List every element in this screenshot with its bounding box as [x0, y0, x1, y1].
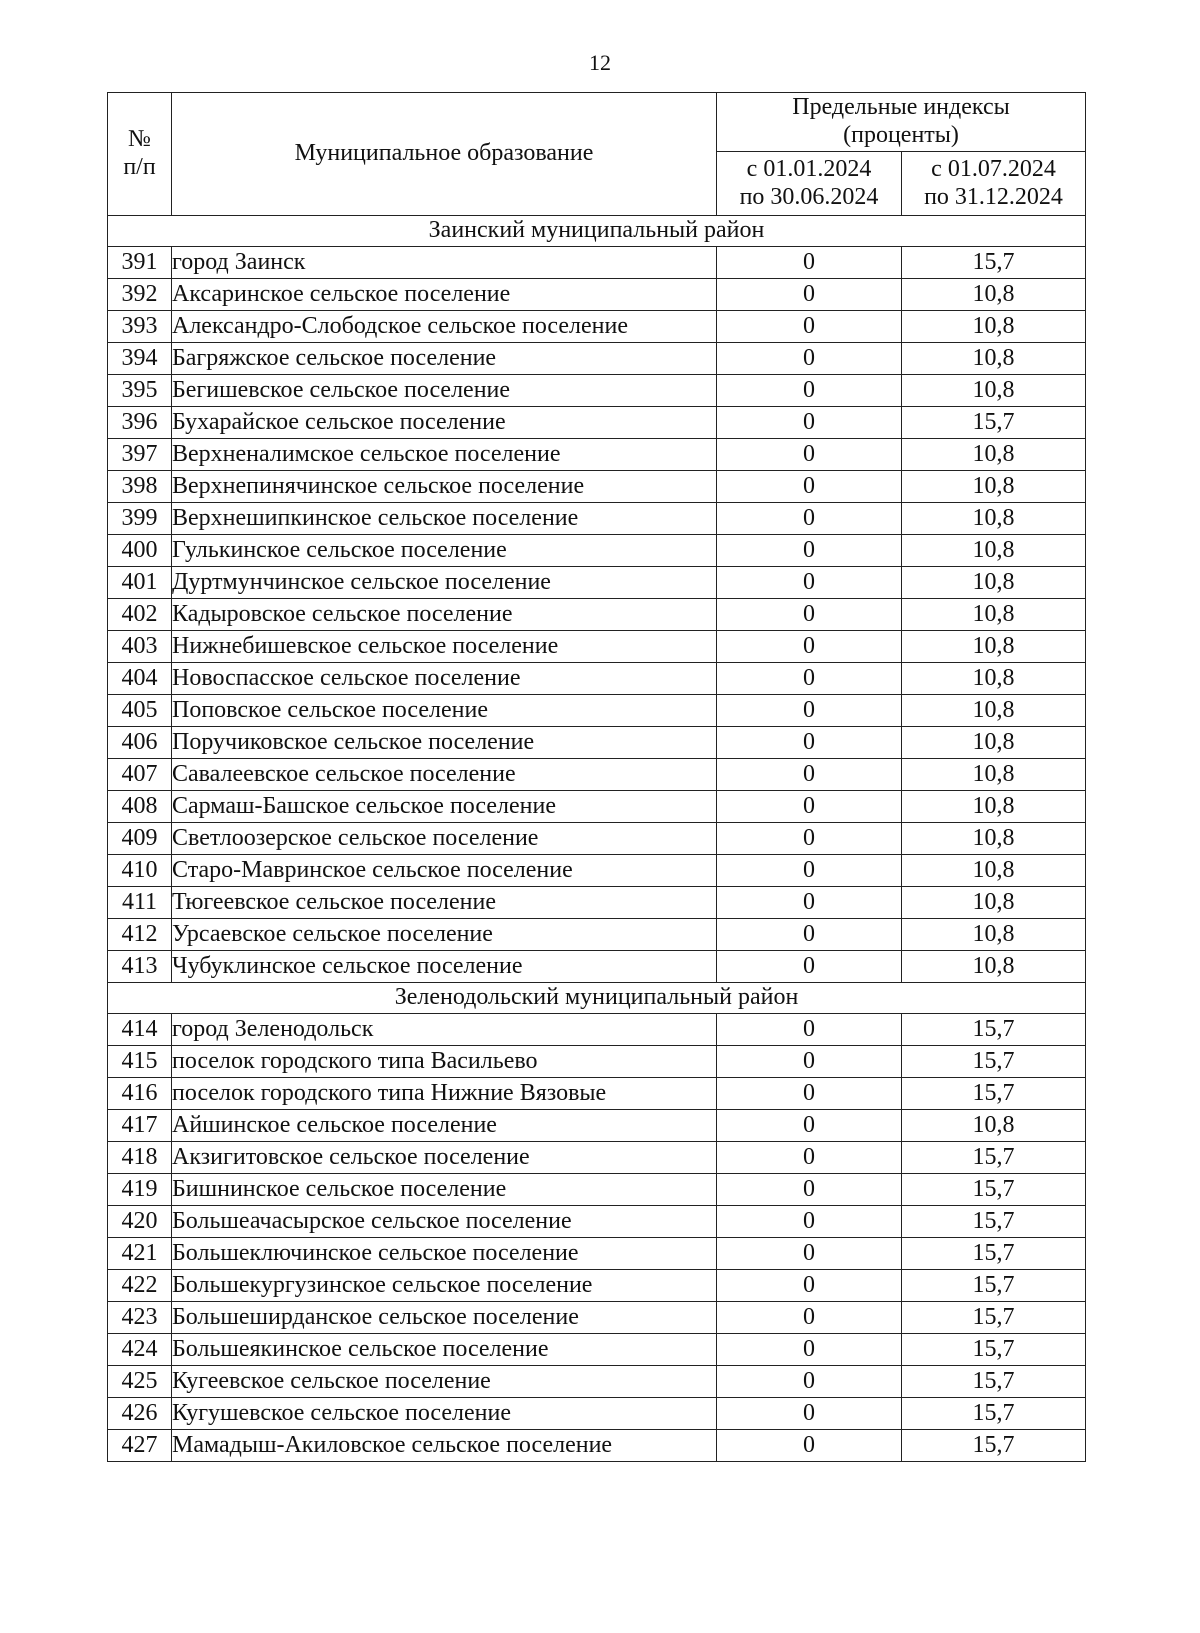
index-period-1: 0 [717, 439, 902, 471]
index-period-2: 15,7 [902, 1014, 1086, 1046]
municipality-name: Верхнешипкинское сельское поселение [172, 503, 717, 535]
index-period-2: 15,7 [902, 407, 1086, 439]
index-period-2: 15,7 [902, 1078, 1086, 1110]
table-row [108, 1206, 1086, 1238]
index-period-1: 0 [717, 919, 902, 951]
row-number: 397 [108, 439, 172, 471]
row-number: 399 [108, 503, 172, 535]
municipality-name: Бегишевское сельское поселение [172, 375, 717, 407]
index-period-2: 10,8 [902, 823, 1086, 855]
index-period-1: 0 [717, 1174, 902, 1206]
index-period-1: 0 [717, 471, 902, 503]
table-row [108, 1142, 1086, 1174]
row-number: 404 [108, 663, 172, 695]
index-period-2: 15,7 [902, 1334, 1086, 1366]
table-row [108, 599, 1086, 631]
index-period-1: 0 [717, 1046, 902, 1078]
index-period-1: 0 [717, 695, 902, 727]
table-row [108, 919, 1086, 951]
row-number: 413 [108, 951, 172, 983]
municipality-name: Бишнинское сельское поселение [172, 1174, 717, 1206]
index-period-2: 10,8 [902, 791, 1086, 823]
municipality-name: Багряжское сельское поселение [172, 343, 717, 375]
table-row [108, 567, 1086, 599]
index-period-1: 0 [717, 1270, 902, 1302]
row-number: 425 [108, 1366, 172, 1398]
row-number: 396 [108, 407, 172, 439]
row-number: 398 [108, 471, 172, 503]
index-period-2: 10,8 [902, 343, 1086, 375]
index-period-1: 0 [717, 535, 902, 567]
header-period-1 [717, 152, 902, 216]
index-period-2: 10,8 [902, 439, 1086, 471]
index-period-1: 0 [717, 887, 902, 919]
index-period-2: 15,7 [902, 1398, 1086, 1430]
table-row [108, 375, 1086, 407]
index-period-2: 10,8 [902, 631, 1086, 663]
municipality-name: Урсаевское сельское поселение [172, 919, 717, 951]
index-period-1: 0 [717, 759, 902, 791]
row-number: 414 [108, 1014, 172, 1046]
index-period-1: 0 [717, 343, 902, 375]
row-number: 417 [108, 1110, 172, 1142]
row-number: 394 [108, 343, 172, 375]
table-header [108, 93, 1086, 216]
row-number: 426 [108, 1398, 172, 1430]
row-number: 405 [108, 695, 172, 727]
district-name: Зеленодольский муниципальный район [108, 983, 1086, 1014]
table-row [108, 1270, 1086, 1302]
municipality-name: Большеякинское сельское поселение [172, 1334, 717, 1366]
index-period-2: 15,7 [902, 1206, 1086, 1238]
municipality-name: Александро-Слободское сельское поселение [172, 311, 717, 343]
index-period-1: 0 [717, 279, 902, 311]
municipality-name: Кадыровское сельское поселение [172, 599, 717, 631]
table-row [108, 887, 1086, 919]
index-period-1: 0 [717, 791, 902, 823]
header-number [108, 93, 172, 216]
table-row [108, 1302, 1086, 1334]
district-name: Заинский муниципальный район [108, 216, 1086, 247]
index-period-2: 10,8 [902, 311, 1086, 343]
table-row [108, 311, 1086, 343]
table-row [108, 1078, 1086, 1110]
municipality-name: Кугушевское сельское поселение [172, 1398, 717, 1430]
header-period-1-line2: по 30.06.2024 [739, 183, 879, 210]
header-indices-line2: (проценты) [843, 122, 959, 148]
table-row [108, 727, 1086, 759]
index-period-2: 10,8 [902, 759, 1086, 791]
index-period-1: 0 [717, 599, 902, 631]
index-period-1: 0 [717, 407, 902, 439]
municipality-name: Поручиковское сельское поселение [172, 727, 717, 759]
index-period-2: 15,7 [902, 1238, 1086, 1270]
index-period-1: 0 [717, 1398, 902, 1430]
municipality-name: Чубуклинское сельское поселение [172, 951, 717, 983]
table-row [108, 407, 1086, 439]
table-row [108, 1398, 1086, 1430]
row-number: 408 [108, 791, 172, 823]
index-period-2: 15,7 [902, 1366, 1086, 1398]
row-number: 423 [108, 1302, 172, 1334]
index-period-2: 15,7 [902, 1430, 1086, 1462]
index-period-2: 10,8 [902, 887, 1086, 919]
municipality-name: Акзигитовское сельское поселение [172, 1142, 717, 1174]
table-row [108, 951, 1086, 983]
municipality-name: Большекургузинское сельское поселение [172, 1270, 717, 1302]
header-number-line2: п/п [123, 154, 156, 180]
table-row [108, 1366, 1086, 1398]
row-number: 392 [108, 279, 172, 311]
index-period-2: 10,8 [902, 695, 1086, 727]
table-row [108, 759, 1086, 791]
index-period-2: 10,8 [902, 535, 1086, 567]
row-number: 400 [108, 535, 172, 567]
row-number: 415 [108, 1046, 172, 1078]
index-period-1: 0 [717, 1366, 902, 1398]
table-row [108, 247, 1086, 279]
index-period-1: 0 [717, 1334, 902, 1366]
municipality-name: Бухарайское сельское поселение [172, 407, 717, 439]
municipality-name: Тюгеевское сельское поселение [172, 887, 717, 919]
table-row [108, 1238, 1086, 1270]
index-period-1: 0 [717, 855, 902, 887]
index-period-2: 15,7 [902, 1046, 1086, 1078]
municipality-name: Большеключинское сельское поселение [172, 1238, 717, 1270]
index-period-1: 0 [717, 375, 902, 407]
table-row [108, 855, 1086, 887]
table-row [108, 535, 1086, 567]
municipality-name: поселок городского типа Васильево [172, 1046, 717, 1078]
header-period-2-line1: с 01.07.2024 [931, 155, 1056, 182]
row-number: 402 [108, 599, 172, 631]
index-period-1: 0 [717, 1078, 902, 1110]
municipality-name: Аксаринское сельское поселение [172, 279, 717, 311]
table-row [108, 1046, 1086, 1078]
row-number: 422 [108, 1270, 172, 1302]
table-row [108, 343, 1086, 375]
index-period-1: 0 [717, 951, 902, 983]
municipality-name: Новоспасское сельское поселение [172, 663, 717, 695]
index-period-1: 0 [717, 247, 902, 279]
municipality-name: Большеширданское сельское поселение [172, 1302, 717, 1334]
table-row [108, 663, 1086, 695]
header-period-2-line2: по 31.12.2024 [924, 183, 1063, 210]
index-period-2: 15,7 [902, 1142, 1086, 1174]
header-period-2 [902, 152, 1086, 216]
header-number-line1: № [128, 126, 151, 153]
header-period-1-line1: с 01.01.2024 [746, 155, 872, 182]
row-number: 427 [108, 1430, 172, 1462]
row-number: 409 [108, 823, 172, 855]
district-row [108, 983, 1086, 1014]
table-row [108, 503, 1086, 535]
index-period-2: 10,8 [902, 919, 1086, 951]
index-period-2: 10,8 [902, 1110, 1086, 1142]
row-number: 416 [108, 1078, 172, 1110]
index-period-2: 10,8 [902, 951, 1086, 983]
header-municipality: Муниципальное образование [172, 93, 717, 216]
table-body [108, 216, 1086, 1462]
index-period-2: 10,8 [902, 375, 1086, 407]
municipality-name: Айшинское сельское поселение [172, 1110, 717, 1142]
table-row [108, 439, 1086, 471]
row-number: 421 [108, 1238, 172, 1270]
table-row [108, 695, 1086, 727]
index-period-1: 0 [717, 1206, 902, 1238]
index-period-2: 10,8 [902, 503, 1086, 535]
row-number: 418 [108, 1142, 172, 1174]
municipality-name: поселок городского типа Нижние Вязовые [172, 1078, 717, 1110]
row-number: 410 [108, 855, 172, 887]
municipality-name: Сармаш-Башское сельское поселение [172, 791, 717, 823]
row-number: 395 [108, 375, 172, 407]
municipality-name: Поповское сельское поселение [172, 695, 717, 727]
index-period-1: 0 [717, 311, 902, 343]
municipality-name: Большеачасырское сельское поселение [172, 1206, 717, 1238]
index-period-2: 15,7 [902, 1270, 1086, 1302]
index-period-1: 0 [717, 1014, 902, 1046]
municipality-name: Савалеевское сельское поселение [172, 759, 717, 791]
row-number: 411 [108, 887, 172, 919]
row-number: 401 [108, 567, 172, 599]
municipality-name: Верхненалимское сельское поселение [172, 439, 717, 471]
municipality-name: Дуртмунчинское сельское поселение [172, 567, 717, 599]
index-period-1: 0 [717, 663, 902, 695]
district-row [108, 216, 1086, 247]
row-number: 407 [108, 759, 172, 791]
municipality-name: Кугеевское сельское поселение [172, 1366, 717, 1398]
page-number: 12 [589, 50, 611, 75]
index-period-1: 0 [717, 823, 902, 855]
row-number: 403 [108, 631, 172, 663]
municipality-name: Гулькинское сельское поселение [172, 535, 717, 567]
tariff-index-table [107, 92, 1086, 1462]
table-row [108, 471, 1086, 503]
header-indices-line1: Предельные индексы [792, 94, 1010, 121]
row-number: 420 [108, 1206, 172, 1238]
table-row [108, 1110, 1086, 1142]
municipality-name: Светлоозерское сельское поселение [172, 823, 717, 855]
index-period-1: 0 [717, 1110, 902, 1142]
row-number: 406 [108, 727, 172, 759]
index-period-2: 15,7 [902, 1302, 1086, 1334]
row-number: 393 [108, 311, 172, 343]
table-row [108, 1014, 1086, 1046]
index-period-1: 0 [717, 727, 902, 759]
row-number: 412 [108, 919, 172, 951]
municipality-name: Верхнепинячинское сельское поселение [172, 471, 717, 503]
table-row [108, 791, 1086, 823]
index-period-1: 0 [717, 503, 902, 535]
index-period-1: 0 [717, 1302, 902, 1334]
municipality-name: город Зеленодольск [172, 1014, 717, 1046]
index-period-2: 10,8 [902, 471, 1086, 503]
table-row [108, 1334, 1086, 1366]
index-period-1: 0 [717, 1142, 902, 1174]
index-period-2: 15,7 [902, 1174, 1086, 1206]
index-period-2: 10,8 [902, 855, 1086, 887]
index-period-2: 10,8 [902, 567, 1086, 599]
header-indices [717, 93, 1086, 152]
municipality-name: Старо-Мавринское сельское поселение [172, 855, 717, 887]
index-period-1: 0 [717, 1430, 902, 1462]
municipality-name: город Заинск [172, 247, 717, 279]
table-row [108, 631, 1086, 663]
row-number: 419 [108, 1174, 172, 1206]
index-period-1: 0 [717, 1238, 902, 1270]
table-row [108, 823, 1086, 855]
table-row [108, 279, 1086, 311]
index-period-2: 10,8 [902, 663, 1086, 695]
row-number: 424 [108, 1334, 172, 1366]
index-period-2: 10,8 [902, 279, 1086, 311]
table-row [108, 1174, 1086, 1206]
row-number: 391 [108, 247, 172, 279]
index-period-1: 0 [717, 567, 902, 599]
index-period-2: 10,8 [902, 599, 1086, 631]
municipality-name: Нижнебишевское сельское поселение [172, 631, 717, 663]
municipality-name: Мамадыш-Акиловское сельское поселение [172, 1430, 717, 1462]
index-period-2: 15,7 [902, 247, 1086, 279]
index-period-2: 10,8 [902, 727, 1086, 759]
index-period-1: 0 [717, 631, 902, 663]
table-row [108, 1430, 1086, 1462]
